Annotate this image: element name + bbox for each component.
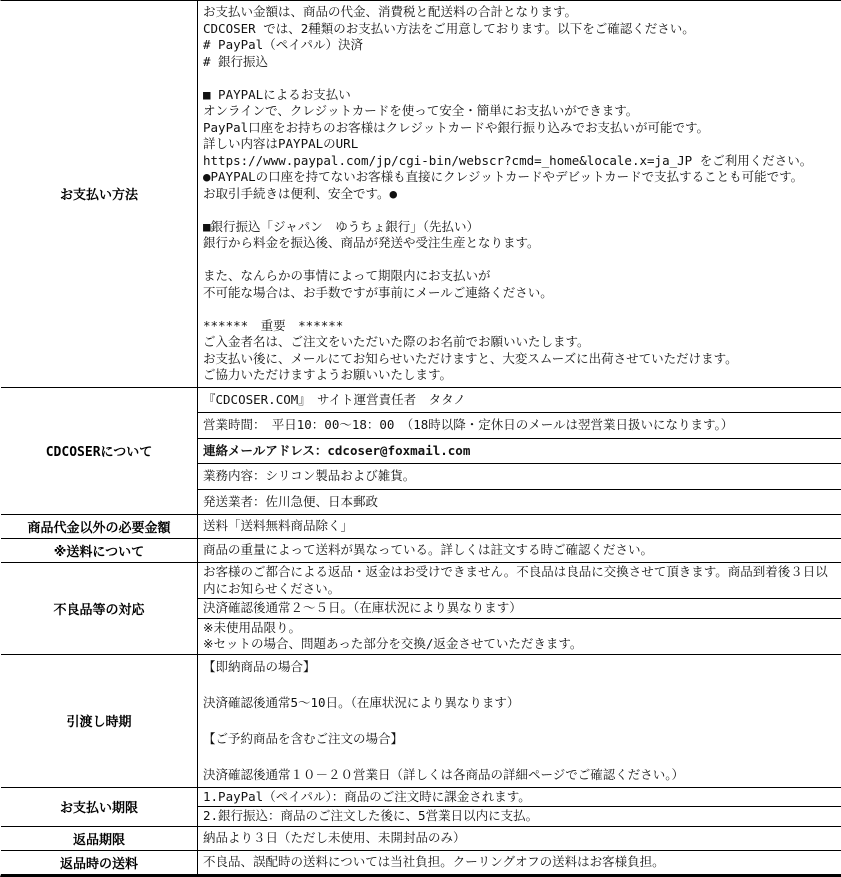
content-line: お支払い金額は、商品の代金、消費税と配送料の合計となります。	[203, 4, 578, 19]
content-line	[203, 301, 836, 318]
row-content	[198, 1, 841, 387]
content-line: 不良品、誤配時の送料については当社負担。クーリングオフの送料はお客様負担。	[203, 853, 665, 869]
row-header: お支払い方法	[1, 1, 198, 387]
content-line	[203, 252, 836, 269]
content-section	[198, 827, 841, 850]
content-line: お取引手続きは便利、安全です。●	[203, 185, 398, 201]
content-line: 詳しい内容はPAYPALのURL	[203, 136, 359, 151]
content-line: ご入金者名は、ご注文をいただいた際のお名前でお願いいたします。	[203, 334, 590, 349]
row-content	[198, 851, 841, 874]
content-line: ■銀行振込「ジャパン ゆうちょ銀行」（先払い）	[203, 218, 480, 234]
table-row	[1, 788, 841, 827]
content-line: ご協力いただけますようお願いいたします。	[203, 367, 453, 382]
content-line: 【ご予約商品を含むご注文の場合】	[203, 730, 404, 746]
content-section	[198, 490, 841, 515]
content-line: 銀行から料金を振込後、商品が発送や受注生産となります。	[203, 235, 540, 250]
row-content	[198, 539, 841, 562]
content-line: 業務内容：シリコン製品および雑貨。	[203, 468, 416, 483]
row-content	[198, 563, 841, 654]
content-line: 営業時間： 平日10：00～18：00 （18時以降・定休日のメールは翌営業日扱いになります。）	[203, 417, 734, 432]
content-line: お支払い後に、メールにてお知らせいただけますと、大変スムーズに出荷させていただけます。	[203, 350, 738, 366]
content-line: https://www.paypal.com/jp/cgi-bin/webscr?cmd=_home&locale.x=ja_JP をご利用ください。	[203, 152, 813, 168]
content-line: ****** 重要 ******	[203, 317, 344, 333]
content-line: ■ PAYPALによるお支払い	[203, 86, 351, 102]
table-row	[1, 1, 841, 388]
row-header: 引渡し時期	[1, 655, 198, 787]
content-line	[203, 748, 836, 766]
content-line: 【即納商品の場合】	[203, 658, 316, 674]
content-line: オンラインで、クレジットカードを使って安全・簡単にお支払いができます。	[203, 103, 639, 118]
content-line: 発送業者：佐川急便、日本郵政	[203, 493, 379, 509]
row-header: 商品代金以外の必要金額	[1, 515, 198, 538]
row-header: ※送料について	[1, 539, 198, 562]
content-section	[198, 655, 841, 787]
row-header: 不良品等の対応	[1, 563, 198, 654]
table-row	[1, 827, 841, 851]
content-line: 送料「送料無料商品除く」	[203, 518, 354, 533]
content-line: また、なんらかの事情によって期限内にお支払いが	[203, 268, 491, 283]
content-section	[198, 388, 841, 414]
content-line: 決済確認後通常5～10日。（在庫状況により異なります）	[203, 694, 520, 710]
content-section	[198, 464, 841, 490]
content-line: 『CDCOSER.COM』 サイト運営責任者 タタノ	[203, 391, 466, 407]
content-line: 1.PayPal（ペイパル）：商品のご注文時に課金されます。	[203, 788, 531, 804]
row-header: 返品期限	[1, 827, 198, 850]
content-section	[198, 563, 841, 599]
content-section	[198, 851, 841, 874]
content-line: お客様のご都合による返品・返金はお受けできません。不良品は良品に交換させて頂きます。商品到着後３日以内にお知らせください。	[203, 564, 828, 596]
content-section	[198, 439, 841, 465]
content-line	[203, 70, 836, 87]
content-line: 納品より３日（ただし未使用、未開封品のみ）	[203, 829, 466, 845]
content-line: 商品の重量によって送料が異なっている。詳しくは註文する時ご確認ください。	[203, 542, 654, 557]
row-content	[198, 788, 841, 826]
content-line: 決済確認後通常１０－２０営業日（詳しくは各商品の詳細ページでご確認ください。）	[203, 766, 685, 782]
content-line	[203, 676, 836, 694]
row-content	[198, 515, 841, 538]
content-section	[198, 413, 841, 439]
row-header: CDCOSERについて	[1, 388, 198, 515]
row-content	[198, 388, 841, 515]
content-line	[203, 712, 836, 730]
content-line: 連絡メールアドレス：cdcoser@foxmail.com	[203, 442, 471, 458]
content-line: 2.銀行振込：商品のご注文した後に、5営業日以内に支払。	[203, 808, 539, 823]
content-line	[203, 202, 836, 219]
content-section	[198, 619, 841, 654]
content-line: ※未使用品限り。	[203, 619, 301, 635]
content-line: ※セットの場合、問題あった部分を交換/返金させていただきます。	[203, 636, 583, 651]
content-line: 不可能な場合は、お手数ですが事前にメールご連絡ください。	[203, 284, 553, 300]
table-row	[1, 563, 841, 655]
content-section	[198, 807, 841, 826]
table-row	[1, 388, 841, 516]
content-section	[198, 515, 841, 538]
row-content	[198, 655, 841, 787]
content-line: # PayPal（ペイパル）決済	[203, 37, 363, 52]
table-row	[1, 515, 841, 539]
row-content	[198, 827, 841, 850]
content-line: PayPal口座をお持ちのお客様はクレジットカードや銀行振り込みでお支払いが可能です。	[203, 119, 709, 135]
content-section	[198, 539, 841, 562]
content-line: ●PAYPALの口座を持てないお客様も直接にクレジットカードやデビットカードで支払することも可能です。	[203, 169, 804, 184]
table-row	[1, 539, 841, 563]
content-line: CDCOSER では、2種類のお支払い方法をご用意しております。以下をご確認ください。	[203, 20, 695, 36]
content-section	[198, 1, 841, 387]
row-header: お支払い期限	[1, 788, 198, 826]
content-line: 決済確認後通常２～５日。（在庫状況により異なります）	[203, 600, 522, 615]
content-section	[198, 599, 841, 619]
content-line: # 銀行振込	[203, 53, 269, 69]
table-row	[1, 655, 841, 788]
table-row	[1, 851, 841, 874]
row-header: 返品時の送料	[1, 851, 198, 874]
content-section	[198, 788, 841, 808]
